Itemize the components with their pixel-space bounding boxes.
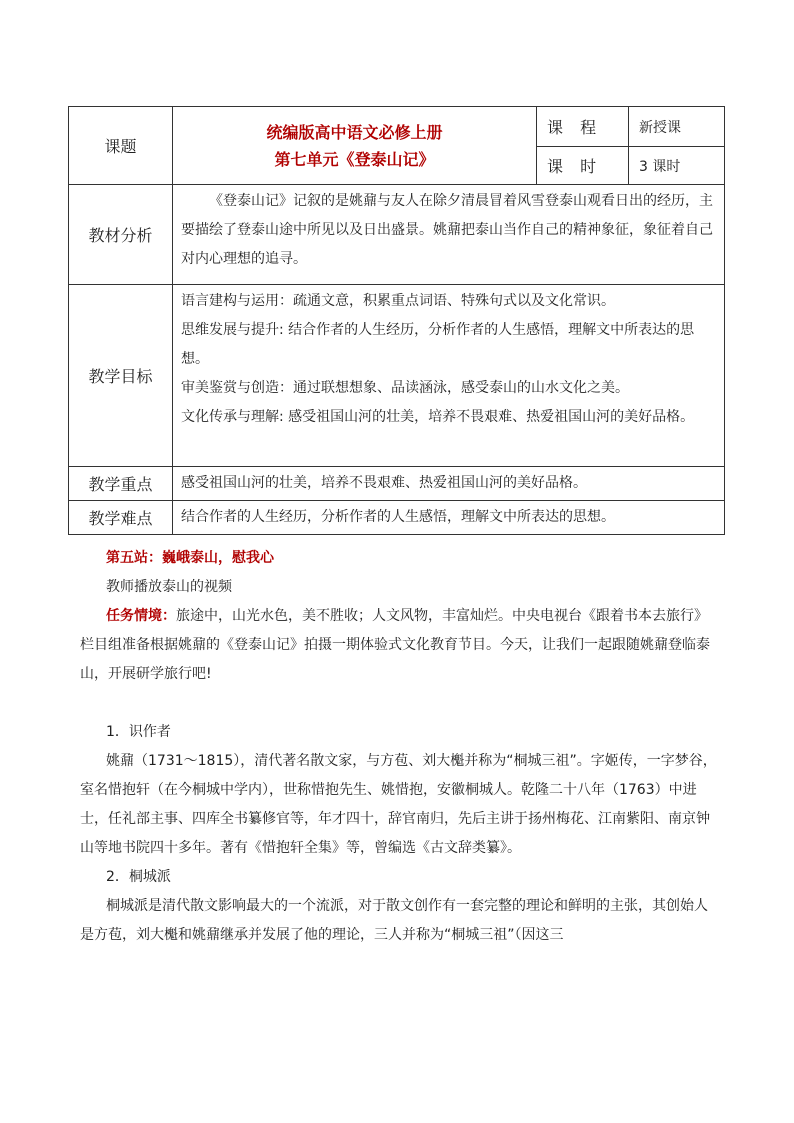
course-value: 新授课 xyxy=(629,107,725,147)
lesson-title-line1: 统编版高中语文必修上册 xyxy=(266,122,443,142)
goal-item: 审美鉴赏与创造：通过联想想象、品读涵泳，感受泰山的山水文化之美。 xyxy=(181,380,629,396)
hours-label: 课 时 xyxy=(537,147,629,185)
goals-text xyxy=(173,285,725,467)
analysis-paragraph: 《登泰山记》记叙的是姚鼐与友人在除夕清晨冒着风雪登泰山观看日出的经历，主要描绘了登泰山途中所见以及日出盛景。姚鼐把泰山当作自己的精神象征，象征着自己对内心理想的追寻。 xyxy=(181,193,713,267)
topic-label: 课题 xyxy=(69,107,173,185)
section1-heading: 1．识作者 xyxy=(106,724,171,740)
task-paragraph xyxy=(80,602,720,689)
lesson-plan-table xyxy=(68,106,725,535)
key-points-label: 教学重点 xyxy=(69,467,173,501)
body-text xyxy=(80,544,720,950)
section2-heading: 2．桐城派 xyxy=(106,869,171,885)
course-label: 课 程 xyxy=(537,107,629,147)
lesson-title xyxy=(173,107,537,185)
video-line: 教师播放泰山的视频 xyxy=(106,579,232,595)
analysis-text xyxy=(173,185,725,285)
difficult-points-label: 教学难点 xyxy=(69,501,173,535)
key-points-text: 感受祖国山河的壮美，培养不畏艰难、热爱祖国山河的美好品格。 xyxy=(173,467,725,501)
difficult-points-text: 结合作者的人生经历，分析作者的人生感悟，理解文中所表达的思想。 xyxy=(173,501,725,535)
analysis-label: 教材分析 xyxy=(69,185,173,285)
blank-line xyxy=(80,689,720,718)
goal-item: 语言建构与运用：疏通文意，积累重点词语、特殊句式以及文化常识。 xyxy=(181,293,615,309)
goals-label: 教学目标 xyxy=(69,285,173,467)
section2-text: 桐城派是清代散文影响最大的一个流派，对于散文创作有一套完整的理论和鲜明的主张，其创始人是方苞，刘大櫆和姚鼐继承并发展了他的理论，三人并称为“桐城三祖”（因这三 xyxy=(80,898,708,943)
station-heading: 第五站：巍峨泰山，慰我心 xyxy=(106,550,274,566)
hours-value: 3 课时 xyxy=(629,147,725,185)
task-text: 旅途中，山光水色，美不胜收；人文风物，丰富灿烂。中央电视台《跟着书本去旅行》栏目组准备根据姚鼐的《登泰山记》拍摄一期体验式文化教育节目。今天，让我们一起跟随姚鼐登临泰山，开展研学旅行吧! xyxy=(80,608,710,682)
goal-item: 文化传承与理解: 感受祖国山河的壮美，培养不畏艰难、热爱祖国山河的美好品格。 xyxy=(181,409,695,425)
lesson-title-line2: 第七单元《登泰山记》 xyxy=(274,149,435,169)
task-label: 任务情境： xyxy=(106,608,176,624)
section1-text: 姚鼐（1731～1815），清代著名散文家，与方苞、刘大櫆并称为“桐城三祖”。字姬传，一字梦谷，室名惜抱轩（在今桐城中学内），世称惜抱先生、姚惜抱，安徽桐城人。乾隆二十八年（1763）中进士，任礼部主事、四库全书纂修官等，年才四十，辞官南归，先后主讲于扬州梅花、江南紫阳、南京钟山等地书院四十多年。著有《惜抱轩全集》等，曾编选《古文辞类纂》。 xyxy=(80,753,717,856)
goal-item: 思维发展与提升: 结合作者的人生经历，分析作者的人生感悟，理解文中所表达的思想。 xyxy=(181,322,695,367)
